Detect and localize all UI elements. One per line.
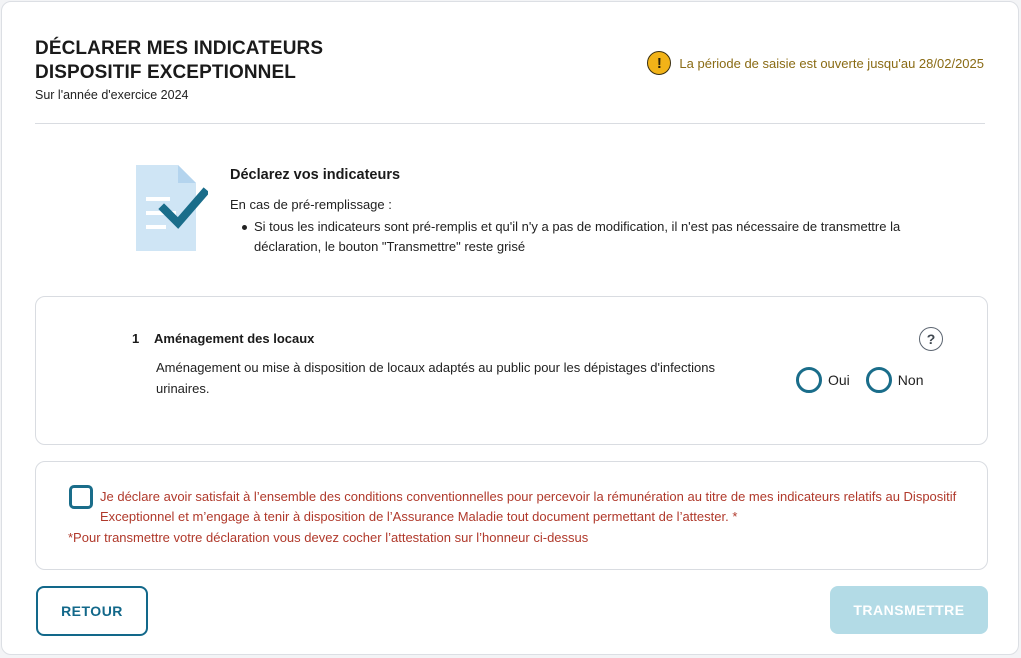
radio-oui-circle[interactable] — [796, 367, 822, 393]
radio-oui[interactable] — [796, 367, 850, 393]
indicator-panel — [35, 296, 988, 445]
period-notice-text: La période de saisie est ouverte jusqu'au 28/02/2025 — [679, 55, 984, 71]
radio-non-label[interactable]: Non — [897, 372, 924, 388]
submit-button[interactable]: TRANSMETTRE — [830, 586, 988, 634]
page-title-line1: DÉCLARER MES INDICATEURS — [35, 38, 324, 59]
radio-non-circle[interactable] — [866, 367, 892, 393]
info-bullet: Si tous les indicateurs sont pré-remplis et qu'il n'y a pas de modification, il n'est pas nécessaire de transmettre la déclaration, le bouton "Transmettre" reste grisé — [240, 217, 930, 257]
declaration-card — [1, 1, 1019, 655]
attestation-text: Je déclare avoir satisfait à l’ensemble des conditions conventionnelles pour percevoir la rémunération au titre de mes indicateurs relatifs au Dispositif Exceptionnel et m’engage à tenir à disposition de l’Assurance Maladie tout document permettant de l’attester. * — [100, 489, 957, 524]
attestation-panel — [35, 461, 988, 570]
indicator-description: Aménagement ou mise à disposition de locaux adaptés au public pour les dépistages d'infections urinaires. — [156, 360, 715, 396]
header-divider — [35, 123, 985, 124]
help-button[interactable]: ? — [919, 327, 943, 351]
info-pre-text: En cas de pré-remplissage : — [230, 197, 392, 212]
page-subtitle: Sur l'année d'exercice 2024 — [35, 88, 189, 102]
info-bullet-list — [240, 217, 930, 257]
indicator-title: Aménagement des locaux — [154, 331, 315, 346]
attestation-note: *Pour transmettre votre déclaration vous devez cocher l’attestation sur l’honneur ci-dessus — [68, 530, 589, 545]
period-notice — [647, 51, 984, 75]
warning-icon: ! — [647, 51, 671, 75]
page-title — [35, 37, 323, 85]
info-title: Déclarez vos indicateurs — [230, 167, 401, 183]
document-check-icon — [134, 163, 208, 253]
indicator-radio-group — [796, 367, 923, 393]
radio-non[interactable] — [866, 367, 924, 393]
attestation-checkbox[interactable] — [69, 485, 93, 509]
back-button[interactable]: RETOUR — [36, 586, 148, 636]
page-title-line2: DISPOSITIF EXCEPTIONNEL — [35, 62, 296, 83]
radio-oui-label[interactable]: Oui — [828, 372, 850, 388]
indicator-number: 1 — [132, 331, 140, 346]
